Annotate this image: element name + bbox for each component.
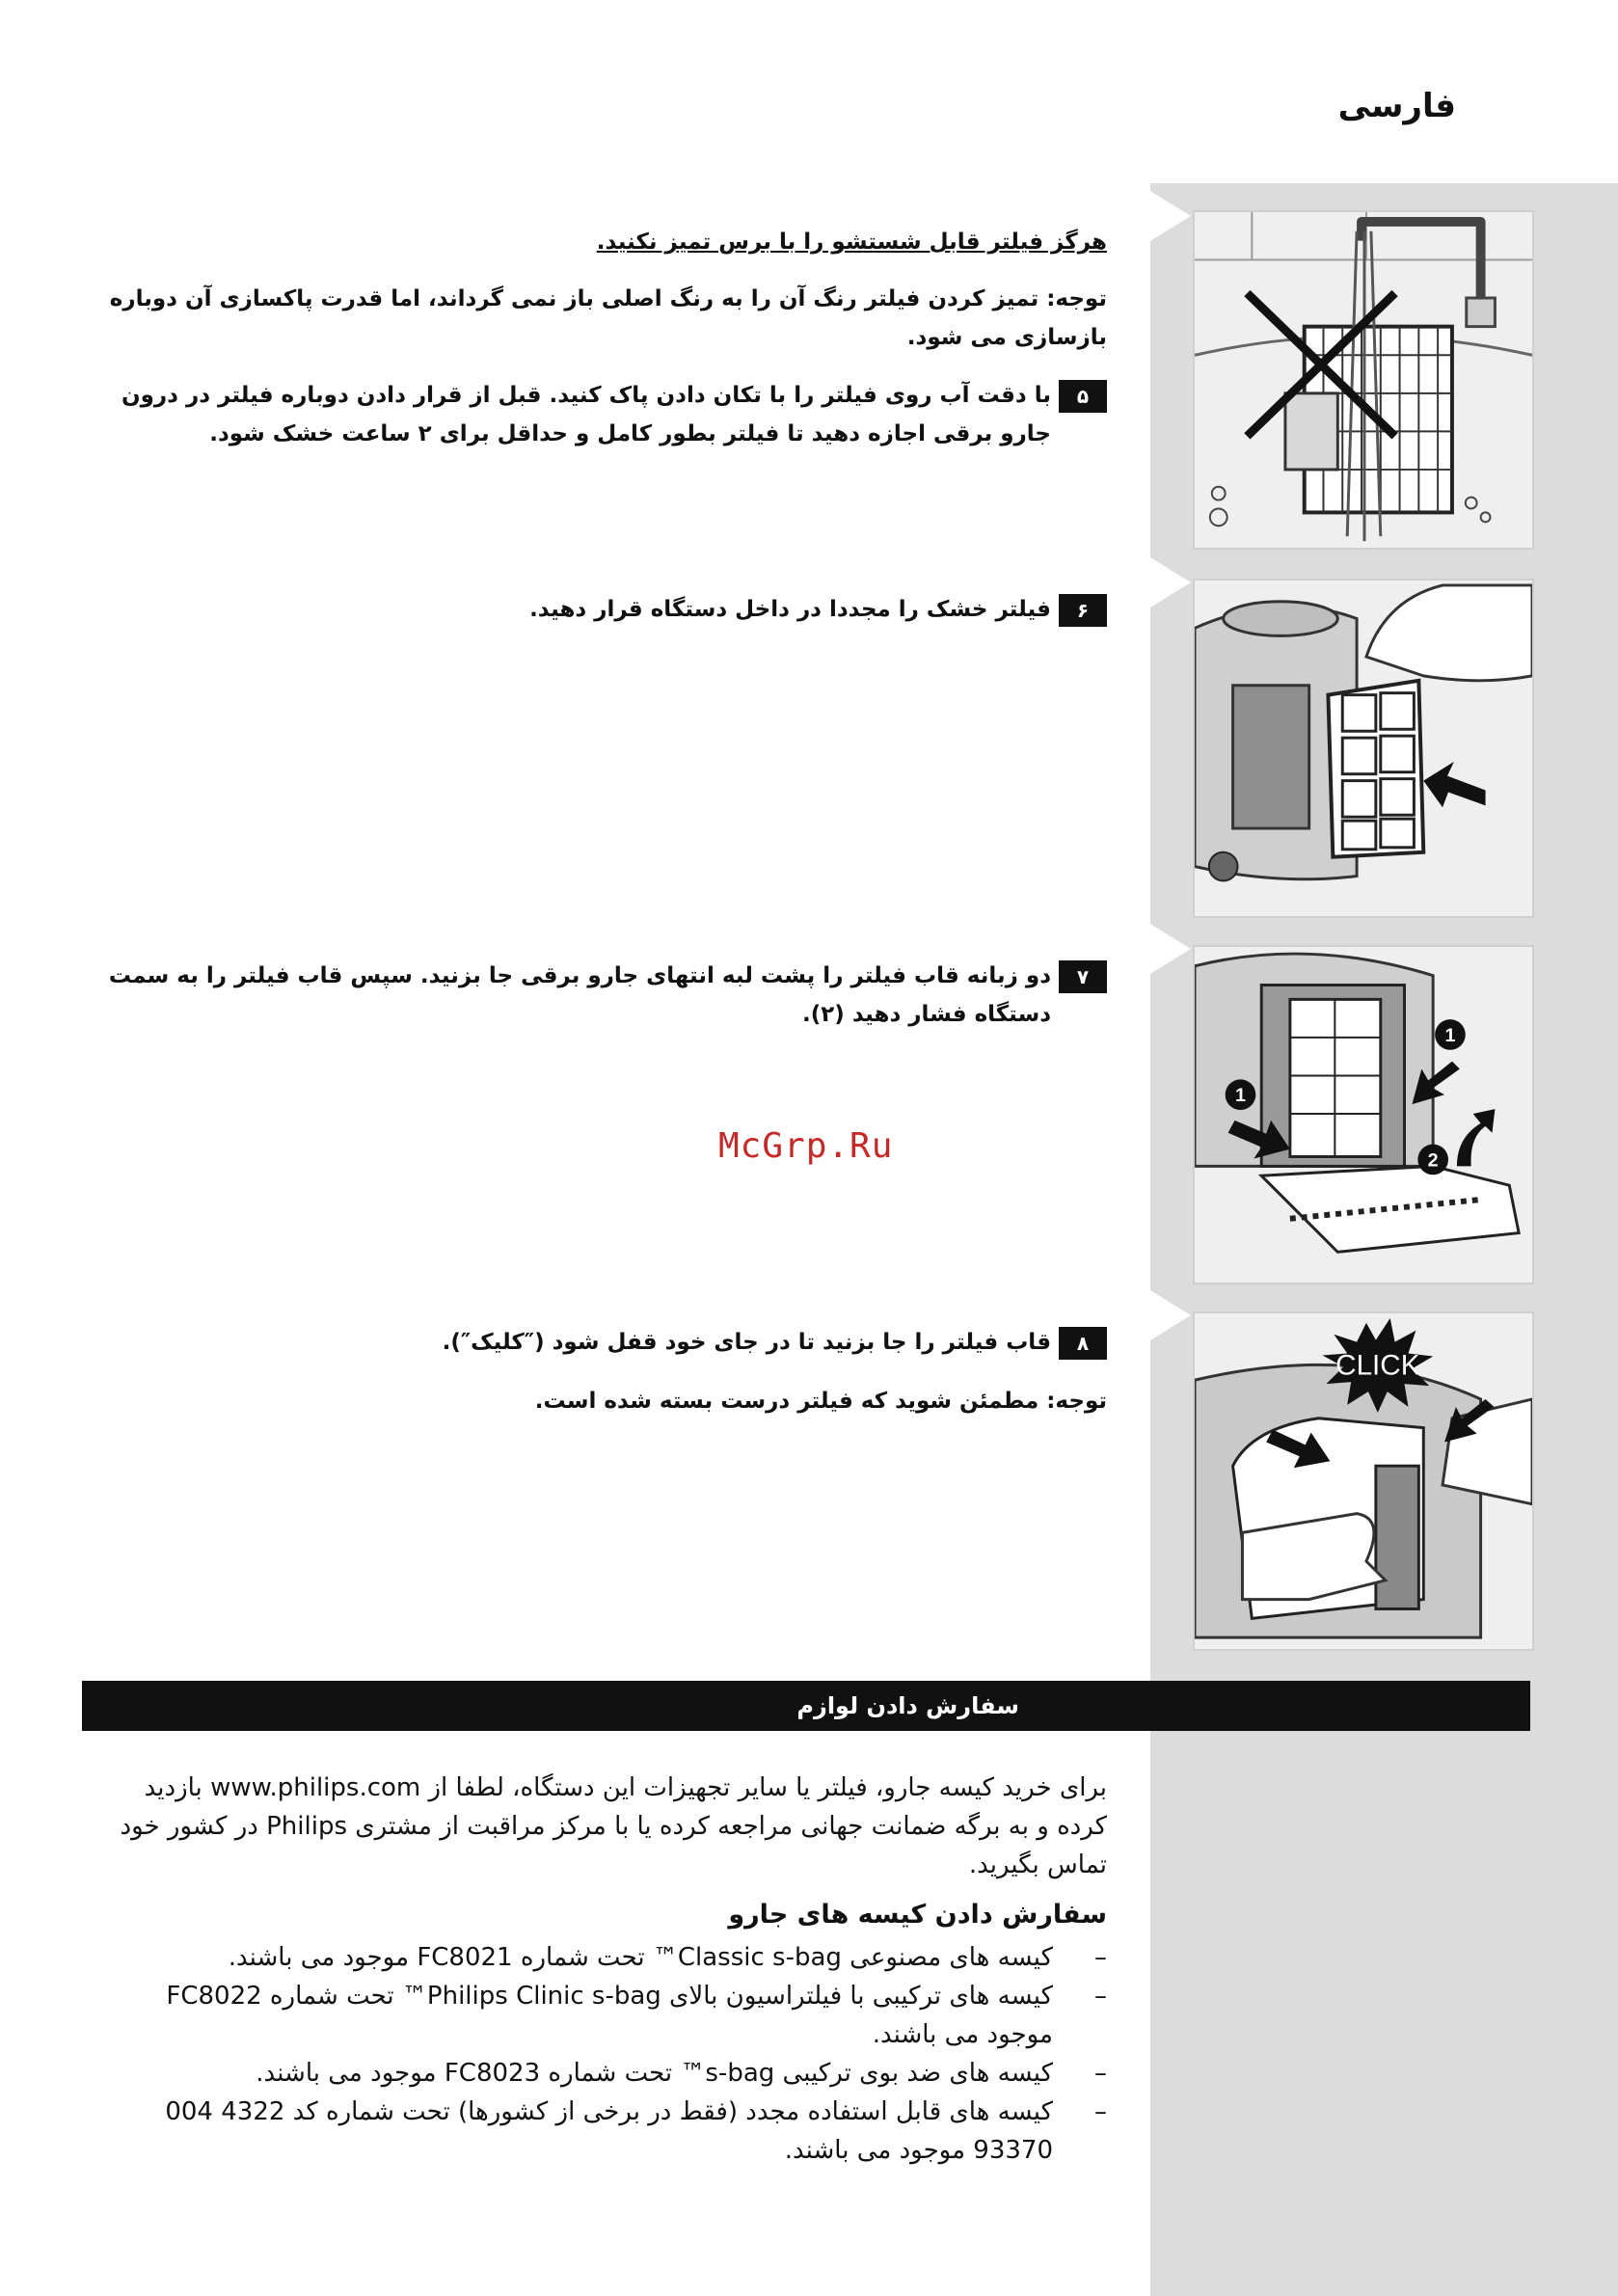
- panel-notch: [1150, 191, 1191, 241]
- list-item: [104, 2093, 1107, 2170]
- panel-notch: [1150, 924, 1191, 974]
- list-item-text: کیسه های ترکیبی با فیلتراسیون بالای Philips Clinic s-bag™ تحت شماره FC8022 موجود می باشند.: [166, 1982, 1053, 2049]
- warning-text: هرگز فیلتر قابل شستشو را با برس تمیز نکنید.: [596, 230, 1107, 255]
- note-filter-color: توجه: تمیز کردن فیلتر رنگ آن را به رنگ اصلی باز نمی گرداند، اما قدرت پاکسازی آن دوباره بازسازی می شود.: [109, 286, 1107, 350]
- panel-notch: [1150, 557, 1191, 608]
- list-dash: –: [1094, 1982, 1107, 2011]
- list-dash: –: [1094, 2097, 1107, 2126]
- list-item-text: کیسه های ضد بوی ترکیبی s-bag™ تحت شماره FC8023 موجود می باشند.: [256, 2059, 1053, 2088]
- rinse-filter-no-brush-illustration: [1193, 210, 1534, 550]
- step-5: [87, 376, 1107, 453]
- bags-list: [104, 1938, 1107, 2170]
- list-item-text: کیسه های مصنوعی Classic s-bag™ تحت شماره FC8021 موجود می باشند.: [228, 1943, 1053, 1972]
- step-number: ۵: [1059, 380, 1107, 413]
- note-filter-closed: توجه: مطمئن شوید که فیلتر درست بسته شده است.: [534, 1389, 1107, 1414]
- callout-2: 2: [1427, 1149, 1439, 1172]
- callout-1: 1: [1234, 1085, 1246, 1107]
- step-6: [87, 590, 1107, 629]
- insert-filter-illustration: [1193, 579, 1534, 918]
- list-dash: –: [1094, 1943, 1107, 1972]
- callout-1: 1: [1444, 1024, 1456, 1046]
- step-text: قاب فیلتر را جا بزنید تا در جای خود قفل شود (″کلیک″).: [442, 1330, 1051, 1355]
- step-7: [87, 957, 1107, 1034]
- section-title-ordering: سفارش دادن لوازم: [82, 1681, 1530, 1731]
- step-number: ۸: [1059, 1327, 1107, 1360]
- watermark: McGrp.Ru: [718, 1126, 894, 1166]
- step-text: با دقت آب روی فیلتر را با تکان دادن پاک کنید. قبل از قرار دادن دوباره فیلتر در درون جارو برقی اجازه دهید تا فیلتر بطور کامل و حداقل برای ۲ ساعت خشک شود.: [121, 383, 1051, 446]
- panel-notch: [1150, 1290, 1191, 1340]
- list-item: [104, 1938, 1107, 1977]
- click-lock-illustration: [1193, 1311, 1534, 1651]
- click-label: CLICK: [1335, 1349, 1420, 1382]
- list-item: [104, 1977, 1107, 2054]
- step-number: ۶: [1059, 594, 1107, 627]
- step-8: [87, 1323, 1107, 1362]
- filter-tabs-illustration: [1193, 945, 1534, 1284]
- step-text: فیلتر خشک را مجددا در داخل دستگاه قرار دهید.: [529, 597, 1051, 622]
- list-item: [104, 2054, 1107, 2093]
- step-number: ۷: [1059, 960, 1107, 993]
- bags-subtitle: سفارش دادن کیسه های جارو: [728, 1900, 1107, 1930]
- ordering-intro: برای خرید کیسه جارو، فیلتر یا سایر تجهیزات این دستگاه، لطفا از www.philips.com بازدید کرده و به برگه ضمانت جهانی مراجعه کرده یا با مرکز مراقبت از مشتری Philips در کشور خود تماس بگیرید.: [120, 1773, 1107, 1879]
- list-item-text: کیسه های قابل استفاده مجدد (فقط در برخی از کشورها) تحت شماره کد 4322 004 93370 موجود می باشند.: [165, 2097, 1053, 2165]
- step-text: دو زبانه قاب فیلتر را پشت لبه انتهای جارو برقی جا بزنید. سپس قاب فیلتر را به سمت دستگاه فشار دهید (۲).: [108, 963, 1051, 1027]
- language-heading: فارسی: [1337, 87, 1456, 125]
- list-dash: –: [1094, 2059, 1107, 2088]
